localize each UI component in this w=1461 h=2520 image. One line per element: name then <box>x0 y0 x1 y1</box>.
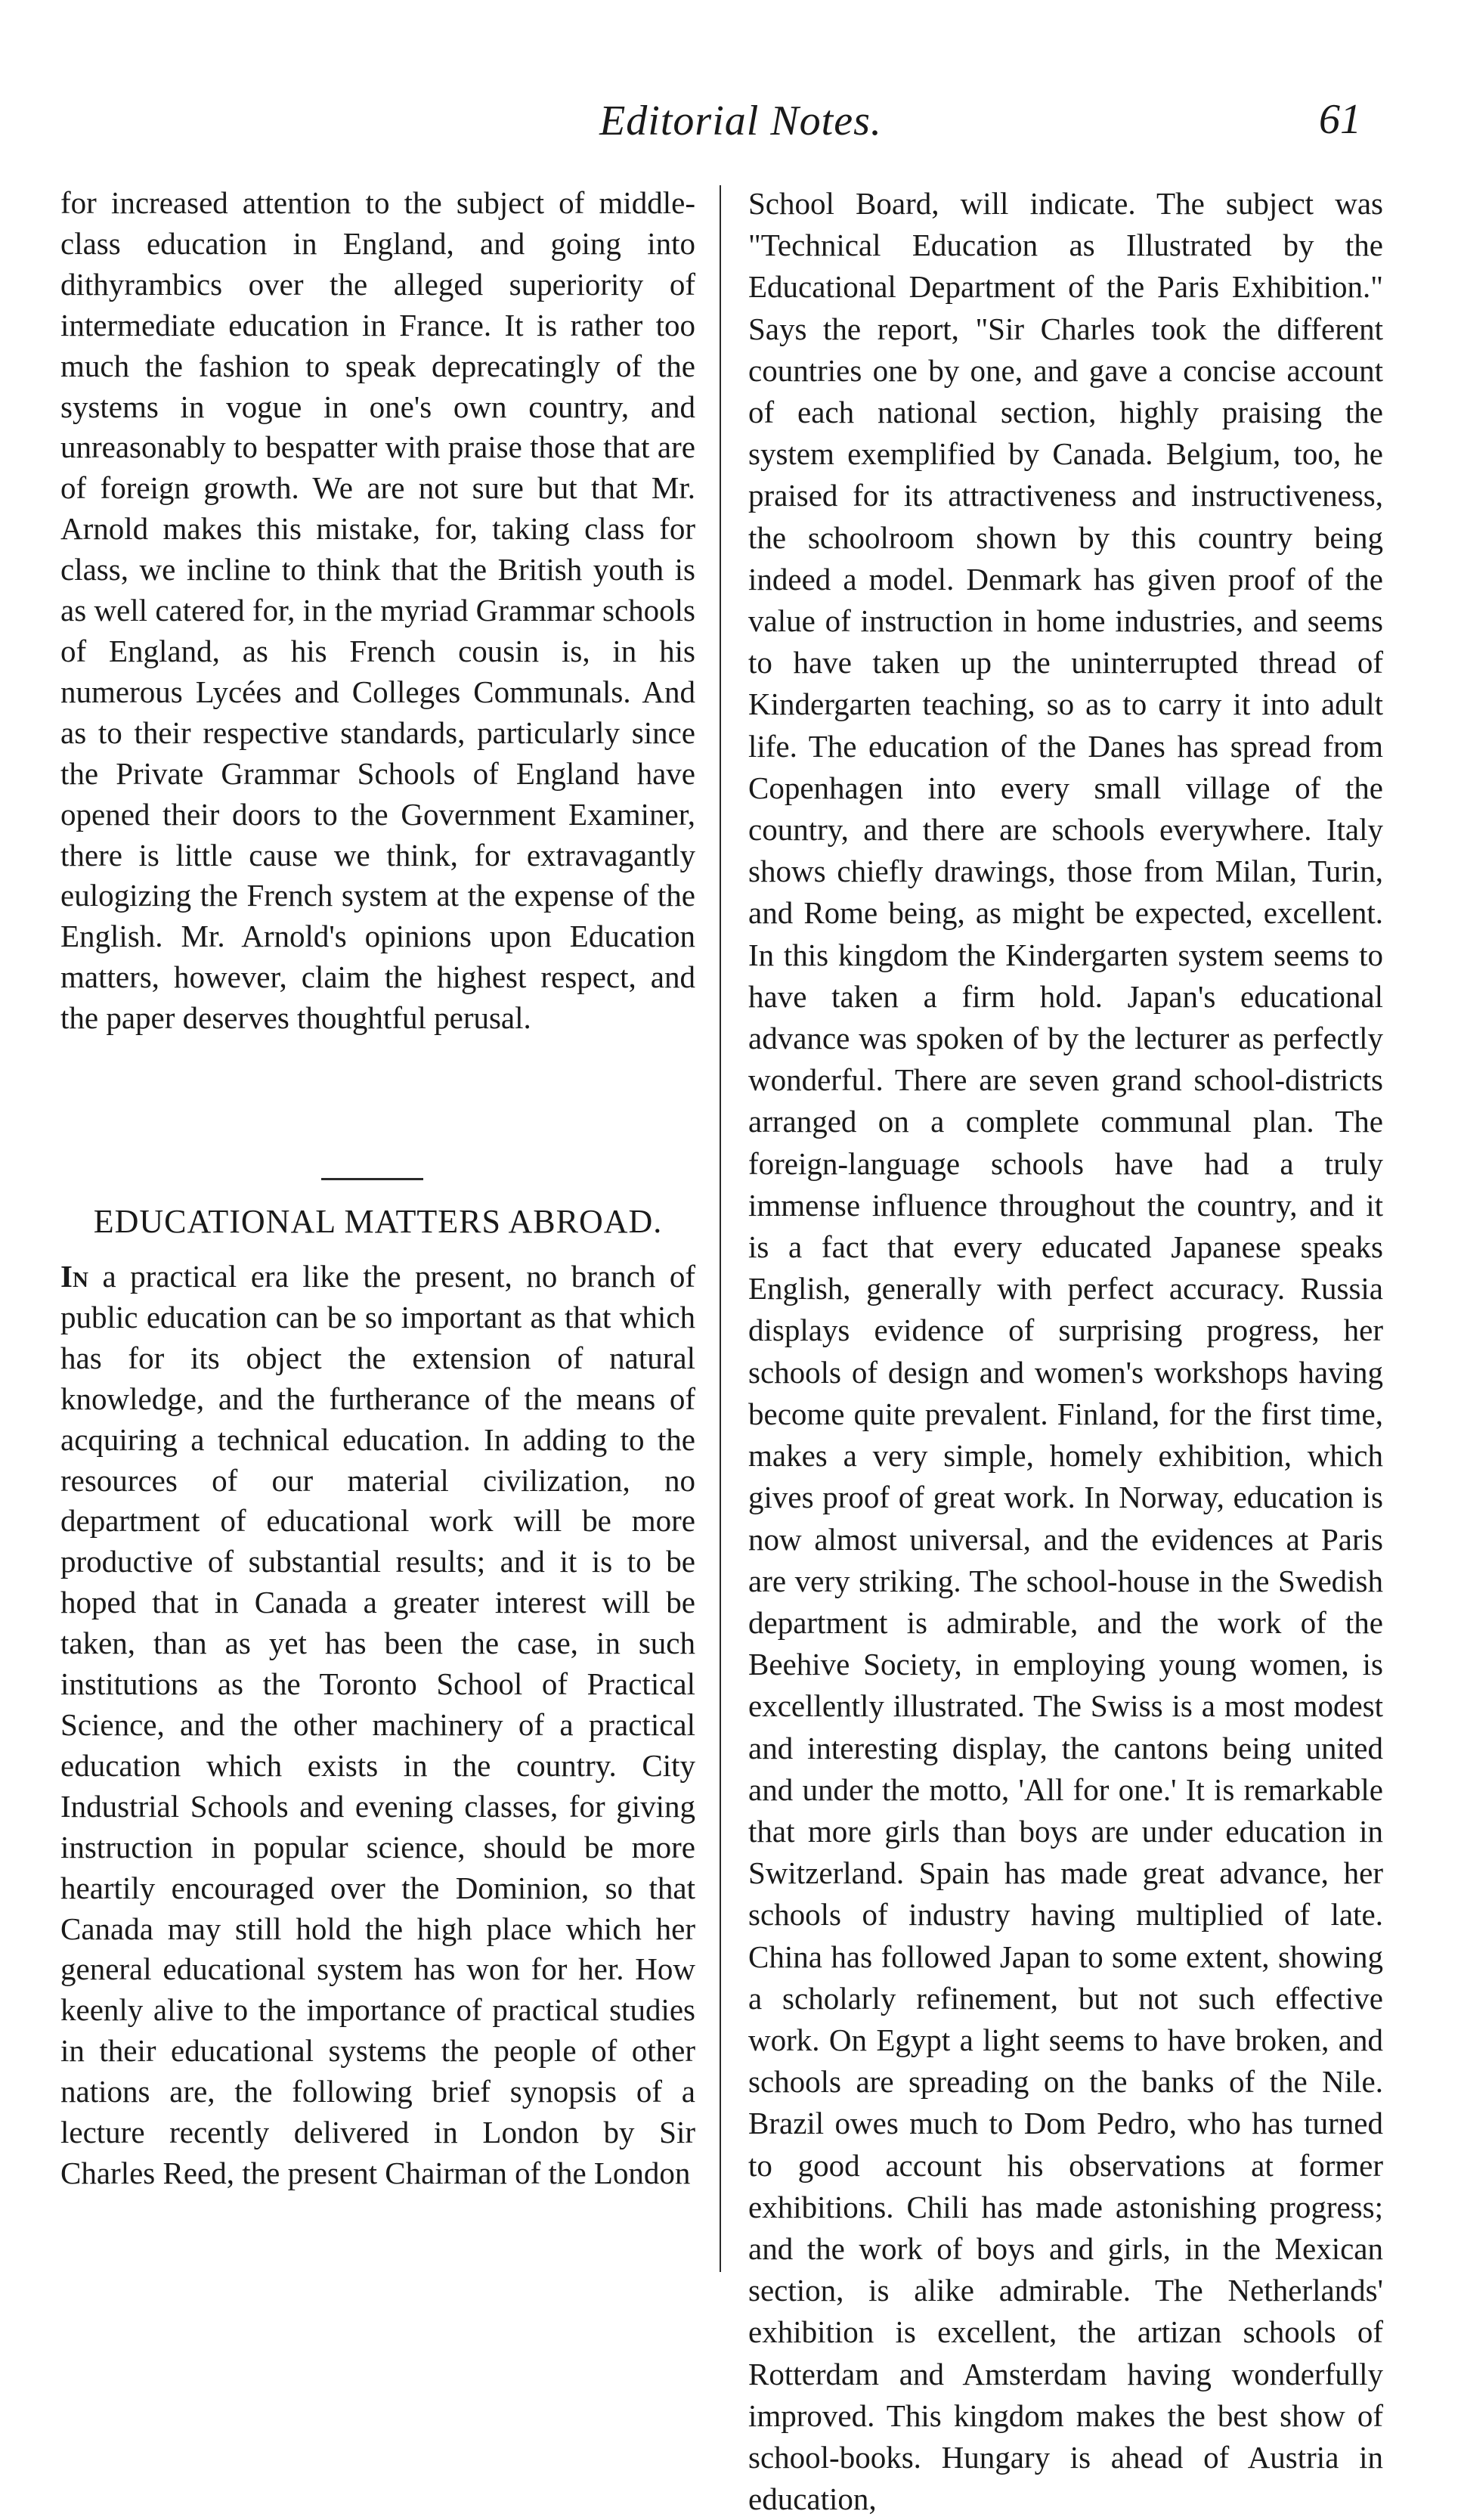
dropcap-word: In <box>60 1259 88 1294</box>
right-column <box>748 183 1383 2520</box>
page-number: 61 <box>1319 96 1361 143</box>
left-column-top <box>60 183 695 1039</box>
right-paragraph-1: School Board, will indicate. The subject was "Technical Education as Illustrated by the Educational Department of the Paris Exhibition." Says the report, "Sir Charles took the different countries one by one, and gave a concise account of each national section, highly praising the system exemplified by Canada. Belgium, too, he praised for its attractiveness and instructiveness, the schoolroom shown by this country being indeed a model. Denmark has given proof of the value of instruction in home industries, and seems to have taken up the uninterrupted thread of Kindergarten teaching, so as to carry it into adult life. The education of the Danes has spread from Copenhagen into every small village of the country, and there are schools everywhere. Italy shows chiefly drawings, those from Milan, Turin, and Rome being, as might be expected, excellent. In this kingdom the Kindergarten system seems to have taken a firm hold. Japan's educational advance was spoken of by the lecturer as perfectly wonderful. There are seven grand school-districts arranged on a complete communal plan. The foreign-language schools have had a truly immense influence throughout the country, and it is a fact that every educated Japanese speaks English, generally with perfect accuracy. Russia displays evidence of surprising progress, her schools of design and women's workshops having become quite prevalent. Finland, for the first time, makes a very simple, homely exhibition, which gives proof of great work. In Norway, education is now almost universal, and the evidences at Paris are very striking. The school-house in the Swedish department is admirable, and the work of the Beehive Society, in employing young women, is excellently illustrated. The Swiss is a most modest and interesting display, the cantons being united and under the motto, 'All for one.' It is remarkable that more girls than boys are under education in Switzerland. Spain has made great advance, her schools of industry having multiplied of late. China has followed Japan to some extent, showing a scholarly refinement, but not such effective work. On Egypt a light seems to have broken, and schools are spreading on the banks of the Nile. Brazil owes much to Dom Pedro, who has turned to good account his observations at former exhibitions. Chili has made astonishing progress; and the work of boys and girls, in the Mexican section, is alike admirable. The Netherlands' exhibition is excellent, the artizan schools of Rotterdam and Amsterdam having wonderfully improved. This kingdom makes the best show of school-books. Hungary is ahead of Austria in education, <box>748 186 1383 2517</box>
section-heading: EDUCATIONAL MATTERS ABROAD. <box>93 1203 663 1240</box>
left-paragraph-2 <box>60 1257 695 2194</box>
left-paragraph-1: for increased attention to the subject of middle-class education in England, and going into dithyrambics over the alleged superiority of intermediate education in France. It is rather too much the fashion to speak deprecatingly of the systems in vogue in one's own country, and unreasonably to bespatter with praise those that are of foreign growth. We are not sure but that Mr. Arnold makes this mistake, for, taking class for class, we incline to think that the British youth is as well catered for, in the myriad Grammar schools of England, as his French cousin is, in his numerous Lycées and Colleges Communals. And as to their respective standards, particularly since the Private Grammar Schools of England have opened their doors to the Government Examiner, there is little cause we think, for extravagantly eulogizing the French system at the expense of the English. Mr. Arnold's opinions upon Education matters, however, claim the highest respect, and the paper deserves thoughtful perusal. <box>60 185 695 1036</box>
running-header-title: Editorial Notes. <box>599 98 882 144</box>
section-separator-rule <box>321 1178 423 1180</box>
column-divider <box>720 185 721 2272</box>
left-column-bottom <box>60 1257 695 2194</box>
left-paragraph-2-text: a practical era like the present, no branch of public education can be so important as that which has for its object the extension of natural knowledge, and the furtherance of the means of acquiring a technical education. In adding to the resources of our material civilization, no department of educational work will be more productive of substantial results; and it is to be hoped that in Canada a greater interest will be taken, than as yet has been the case, in such institutions as the Toronto School of Practical Science, and the other machinery of a practical education which exists in the country. City Industrial Schools and evening classes, for giving instruction in popular science, should be more heartily encouraged over the Dominion, so that Canada may still hold the high place which her general educational system has won for her. How keenly alive to the importance of practical studies in their educational systems the people of other nations are, the following brief synopsis of a lecture recently delivered in London by Sir Charles Reed, the present Chairman of the London <box>60 1259 696 2190</box>
